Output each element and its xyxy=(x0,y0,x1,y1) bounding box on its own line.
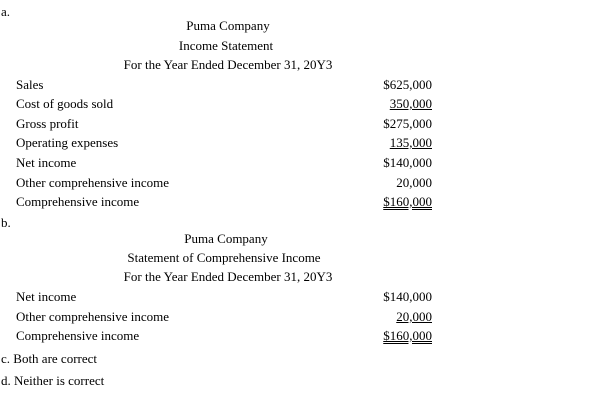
option-c: c. Both are correct xyxy=(1,351,98,366)
a-row-amount: $625,000 xyxy=(383,77,432,92)
a-row-amount: $160,000 xyxy=(383,194,432,209)
b-row-amount: $160,000 xyxy=(383,328,432,343)
b-row-label: Other comprehensive income xyxy=(16,309,170,324)
b-statement-title: Statement of Comprehensive Income xyxy=(127,250,321,265)
b-statement-period: For the Year Ended December 31, 20Y3 xyxy=(123,269,333,284)
a-company-name: Puma Company xyxy=(186,18,270,33)
a-statement-period: For the Year Ended December 31, 20Y3 xyxy=(123,57,333,72)
b-row-label: Net income xyxy=(16,289,77,304)
a-row-amount: 20,000 xyxy=(396,175,432,190)
a-row-label: Gross profit xyxy=(16,116,79,131)
b-company-name: Puma Company xyxy=(184,231,268,246)
a-row-amount: $275,000 xyxy=(383,116,432,131)
option-b-marker: b. xyxy=(1,215,11,230)
a-row-label: Sales xyxy=(16,77,44,92)
a-row-label: Other comprehensive income xyxy=(16,175,170,190)
a-row-label: Cost of goods sold xyxy=(16,96,114,111)
a-row-label: Net income xyxy=(16,155,77,170)
b-row-amount: 20,000 xyxy=(396,309,432,324)
a-row-label: Operating expenses xyxy=(16,135,119,150)
a-row-label: Comprehensive income xyxy=(16,194,140,209)
a-statement-title: Income Statement xyxy=(178,38,274,53)
b-row-amount: $140,000 xyxy=(383,289,432,304)
a-row-amount: 350,000 xyxy=(389,96,432,111)
b-row-label: Comprehensive income xyxy=(16,328,140,343)
option-a-marker: a. xyxy=(1,4,11,19)
a-row-amount: 135,000 xyxy=(389,135,432,150)
option-d: d. Neither is correct xyxy=(1,373,105,388)
a-row-amount: $140,000 xyxy=(383,155,432,170)
